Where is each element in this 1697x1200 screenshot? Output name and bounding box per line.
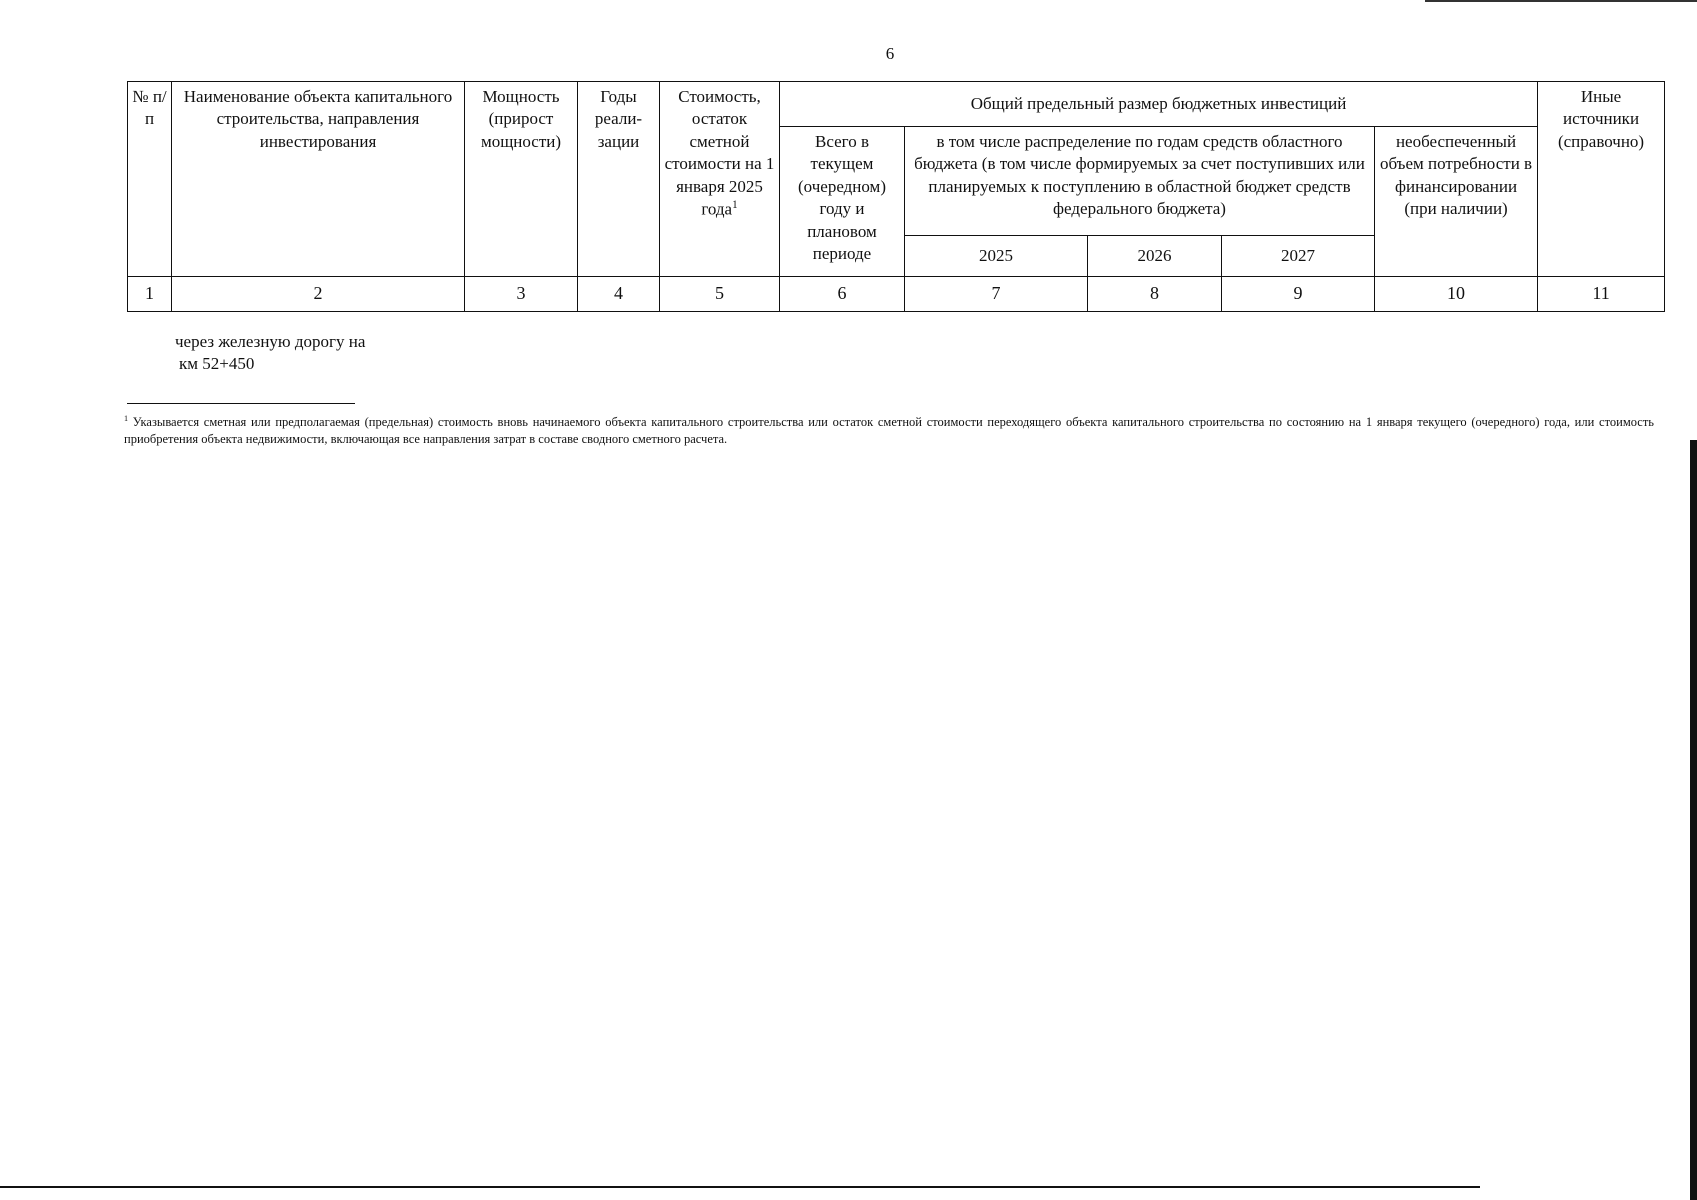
column-number-cell: 6 xyxy=(780,277,905,312)
header-total-period: Всего в текущем (очередном) году и плановом периоде xyxy=(780,127,905,277)
header-cost xyxy=(660,82,780,277)
header-year-2026: 2026 xyxy=(1088,236,1222,277)
header-cost-footnote-mark: 1 xyxy=(732,199,738,212)
scan-edge-shadow xyxy=(1690,440,1697,1200)
top-scan-rule xyxy=(1425,0,1697,2)
budget-investment-table xyxy=(127,81,1665,312)
continuation-line-1: через железную дорогу на xyxy=(175,332,366,351)
footnote-separator xyxy=(127,403,355,404)
header-other-sources: Иные источники (справочно) xyxy=(1538,82,1665,277)
header-row-1 xyxy=(128,82,1665,127)
header-num: № п/п xyxy=(128,82,172,277)
footnote-mark: 1 xyxy=(124,414,129,423)
bottom-scan-rule xyxy=(0,1186,1480,1188)
header-general-investment: Общий предельный размер бюджетных инвестиций xyxy=(780,82,1538,127)
column-number-cell: 8 xyxy=(1088,277,1222,312)
continuation-text xyxy=(175,331,365,376)
header-year-2025: 2025 xyxy=(905,236,1088,277)
column-number-cell: 11 xyxy=(1538,277,1665,312)
column-number-cell: 5 xyxy=(660,277,780,312)
continuation-line-2: км 52+450 xyxy=(179,354,255,374)
header-distribution: в том числе распределение по годам средств областного бюджета (в том числе формируемых за счет поступивших или планируемых к поступлению в областной бюджет средств федерального бюджета) xyxy=(905,127,1375,236)
column-number-cell: 4 xyxy=(578,277,660,312)
column-number-cell: 2 xyxy=(172,277,465,312)
footnote-text: Указывается сметная или предполагаемая (предельная) стоимость вновь начинаемого объекта капитального строительства или остаток сметной стоимости переходящего объекта капитального строительства по состоянию на 1 января текущего (очередного) года, или стоимость приобретения объекта недвижимости, включающая все направления затрат в составе сводного сметного расчета. xyxy=(124,415,1654,447)
header-unsecured: необеспеченный объем потребности в финансировании (при наличии) xyxy=(1375,127,1538,277)
header-capacity: Мощность (прирост мощности) xyxy=(465,82,578,277)
header-years: Годы реали-зации xyxy=(578,82,660,277)
column-number-cell: 9 xyxy=(1222,277,1375,312)
column-number-cell: 1 xyxy=(128,277,172,312)
header-object-name: Наименование объекта капитального строительства, направления инвестирования xyxy=(172,82,465,277)
page-number: 6 xyxy=(885,44,895,63)
column-number-cell: 10 xyxy=(1375,277,1538,312)
footnote xyxy=(124,413,1654,449)
header-cost-text: Стоимость, остаток сметной стоимости на 1 января 2025 года xyxy=(664,87,775,219)
column-number-cell: 3 xyxy=(465,277,578,312)
column-number-row xyxy=(128,277,1665,312)
header-year-2027: 2027 xyxy=(1222,236,1375,277)
column-number-cell: 7 xyxy=(905,277,1088,312)
